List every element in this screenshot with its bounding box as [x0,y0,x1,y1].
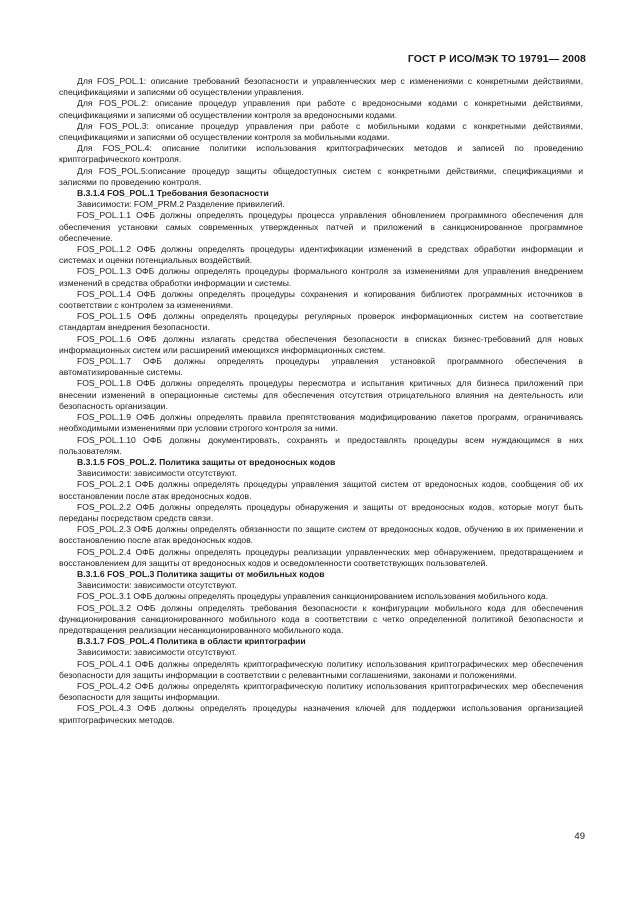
paragraph: FOS_POL.1.6 ОФБ должны излагать средства обеспечения безопасности в списках бизнес-требований для новых информационных систем или расширений имеющихся информационных систем. [59,333,583,355]
standard-header: ГОСТ Р ИСО/МЭК ТО 19791— 2008 [407,53,586,65]
paragraph: FOS_POL.1.9 ОФБ должны определять правила препятствования модифицированию пакетов программ, ограничиваясь необходимыми изменениями при условии строгого контроля за ними. [59,412,583,434]
paragraph: FOS_POL.4.2 ОФБ должны определять криптографическую политику использования криптографических мер обеспечения безопасности для защиты информации. [59,680,583,703]
paragraph: FOS_POL.1.2 ОФБ должны определять процедуры идентификации изменений в средствах обработки информации и системах и оценки потенциальных воздействий. [59,244,583,266]
paragraph: FOS_POL.2.2 ОФБ должны определять процедуры обнаружения и защиты от вредоносных кодов, которые могут быть переданы посредством средств связи. [59,501,583,523]
paragraph: FOS_POL.2.4 ОФБ должны определять процедуры реализации управленческих мер обнаружением, предотвращением и восстановлением для защиты от вредоносных кодов и осведомленности соответствующих пользователей. [59,546,583,568]
paragraph: FOS_POL.1.4 ОФБ должны определять процедуры сохранения и копирования библиотек программных источников в соответствии с контролем за изменениями. [59,288,583,311]
paragraph: Зависимости: зависимости отсутствуют. [77,647,237,658]
section-heading: В.3.1.7 FOS_POL.4 Политика в области криптографии [77,636,306,647]
paragraph: Зависимости: зависимости отсутствуют. [77,580,237,591]
paragraph: FOS_POL.1.7 ОФБ должны определять процедуры управления установкой программного обеспечения в автоматизированные системы. [59,356,583,378]
paragraph: FOS_POL.3.2 ОФБ должны определять требования безопасности к конфигурации мобильного кода для обеспечения функционирования санкционированного мобильного кода в соответствии с четко определенной политикой безопасности и предотвращения реализации несанкционированного мобильного кода. [59,602,583,635]
paragraph: Зависимости: зависимости отсутствуют. [77,468,237,479]
paragraph: Для FOS_POL.4: описание политики использования криптографических методов и записей по проведению криптографического контроля. [59,143,583,165]
paragraph: FOS_POL.1.1 ОФБ должны определять процедуры процесса управления обновлением программного обеспечения для обеспечения установки самых современных утвержденных патчей и приложений в санкционированное программное обеспечение. [59,210,583,243]
paragraph: FOS_POL.2.3 ОФБ должны определять обязанности по защите систем от вредоносных кодов, обучению в их применении и восстановлению после атак вредоносных кодов. [59,524,583,546]
paragraph: Зависимости: FOM_PRM.2 Разделение привилегий. [77,199,285,210]
page-number: 49 [574,831,585,842]
document-body [59,76,583,726]
paragraph: FOS_POL.1.3 ОФБ должны определять процедуры формального контроля за изменениями для управления внедрением изменений в средства обработки информации и системы. [59,266,583,288]
section-heading: В.3.1.6 FOS_POL.3 Политика защиты от мобильных кодов [77,568,325,579]
paragraph: FOS_POL.4.3 ОФБ должны определять процедуры назначения ключей для поддержки использования организацией криптографических методов. [59,703,583,725]
paragraph: FOS_POL.1.10 ОФБ должны документировать, сохранять и предоставлять процедуры всем нуждающимся в них пользователям. [59,434,583,456]
paragraph: Для FOS_POL.3: описание процедур управления при работе с мобильными кодами с конкретными действиями, спецификациями и записями об осуществлении контроля за мобильными кодами. [59,120,583,143]
paragraph: FOS_POL.1.5 ОФБ должны определять процедуры регулярных проверок информационных систем на соответствие стандартам внедрения безопасности. [59,311,583,333]
section-heading: В.3.1.5 FOS_POL.2. Политика защиты от вредоносных кодов [77,456,336,467]
paragraph: FOS_POL.4.1 ОФБ должны определять криптографическую политику использования криптографических мер обеспечения безопасности для защиты информации в соответствии с релевантными соглашениями, законами и положениями. [59,658,583,680]
paragraph: FOS_POL.1.8 ОФБ должны определять процедуры пересмотра и испытания критичных для бизнеса приложений при внесении изменений в операционные системы для обеспечения отсутствия отрицательного влияния на деятельность или безопасность организации. [59,378,583,411]
paragraph: Для FOS_POL.2: описание процедур управления при работе с вредоносными кодами с конкретными действиями, спецификациями и записями об осуществлении контроля за вредоносными кодами. [59,98,583,120]
paragraph: FOS_POL.3.1 ОФБ должны определять процедуры управления санкционированием использования мобильного кода. [77,591,549,602]
paragraph: FOS_POL.2.1 ОФБ должны определять процедуры управления защитой систем от вредоносных кодов, сообщения об их восстановлении после атак вредоносных кодов. [59,479,583,501]
paragraph: Для FOS_POL.1: описание требований безопасности и управленческих мер с изменениями с конкретными действиями, спецификациями и записями об осуществлении управления. [59,76,583,98]
paragraph: Для FOS_POL.5:описание процедур защиты общедоступных систем с конкретными действиями, спецификациями и записями по проведению контроля. [59,165,583,187]
section-heading: В.3.1.4 FOS_POL.1 Требования безопасности [77,188,269,199]
